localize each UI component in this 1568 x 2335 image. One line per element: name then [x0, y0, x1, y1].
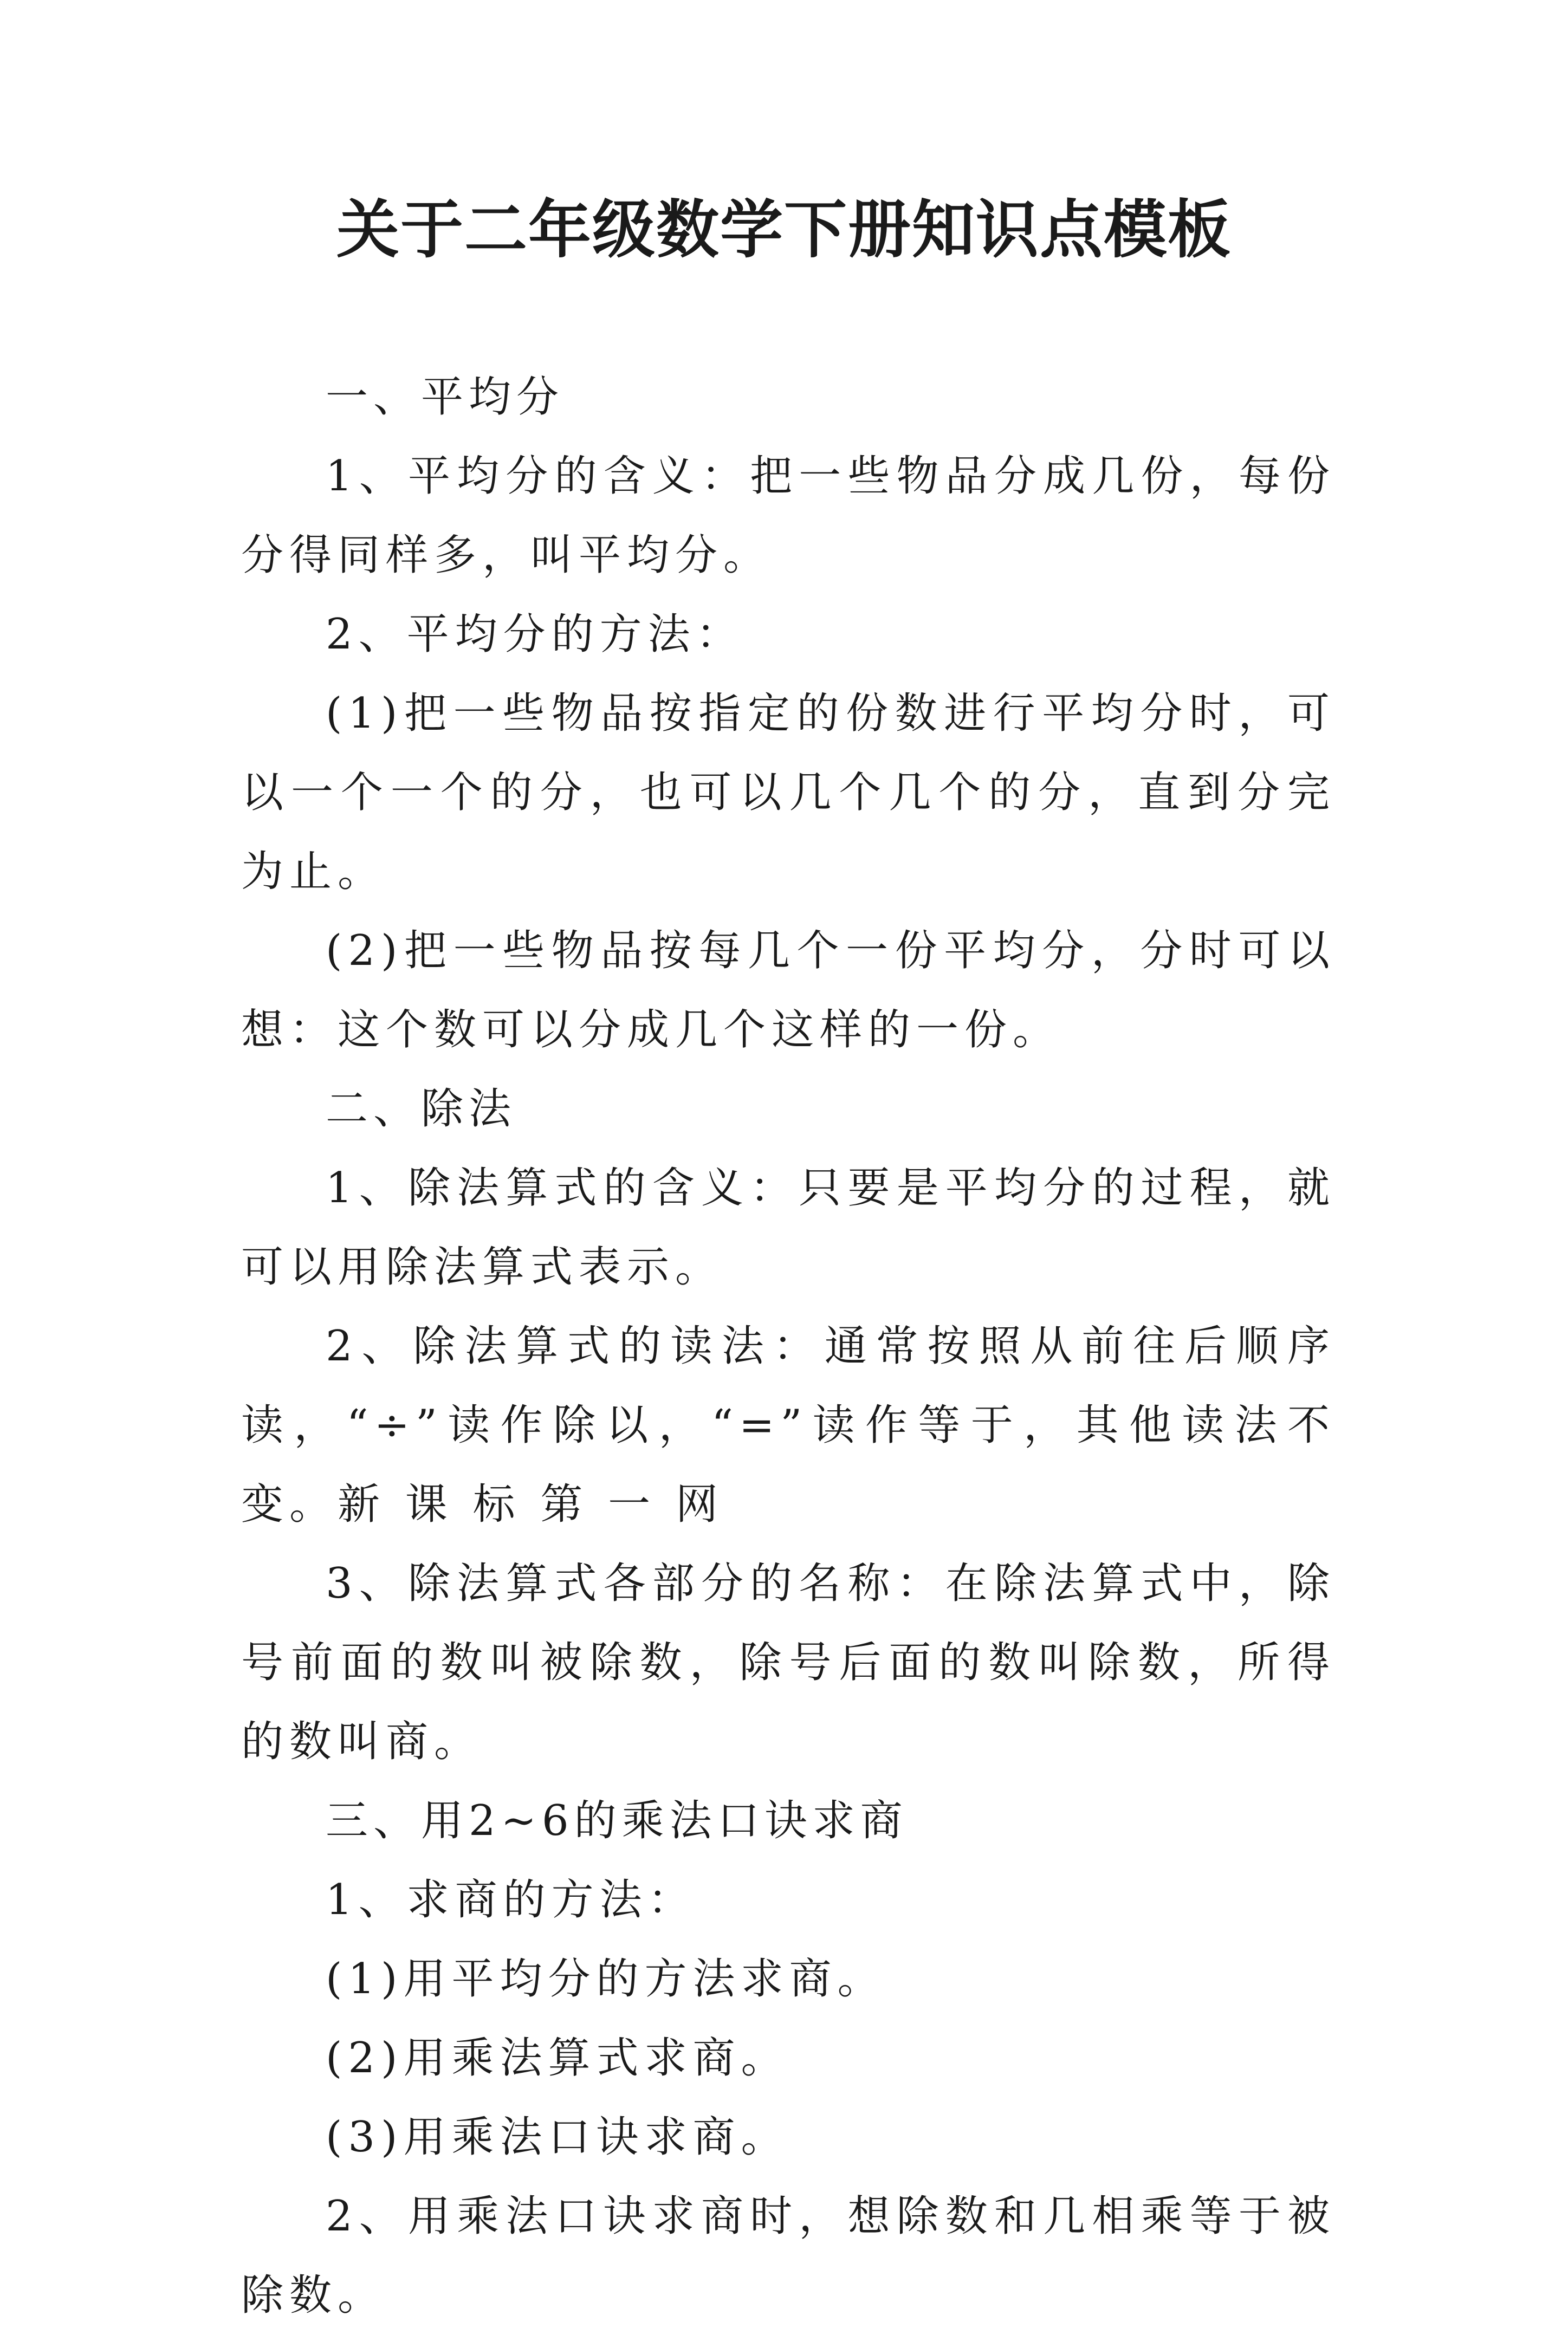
paragraph: 2、用乘法口诀求商时，想除数和几相乘等于被除数。 [241, 2192, 1336, 2320]
section-heading-2: 二、除法 [326, 1085, 517, 1133]
paragraph: 3、除法算式各部分的名称：在除法算式中，除号前面的数叫被除数，除号后面的数叫除数，所得的数叫商。 [241, 1559, 1336, 1766]
paragraph: (1)把一些物品按指定的份数进行平均分时，可以一个一个的分，也可以几个几个的分，直到分完为止。 [241, 689, 1336, 896]
paragraph: (1)用平均分的方法求商。 [326, 1955, 886, 2003]
section-heading-1: 一、平均分 [326, 373, 565, 421]
paragraph: 1、平均分的含义：把一些物品分成几份，每份分得同样多，叫平均分。 [241, 452, 1336, 580]
paragraph: 2、除法算式的读法：通常按照从前往后顺序读，“÷”读作除以，“=”读作等于，其他读法不变。新 课 标 第 一 网 [241, 1322, 1336, 1529]
paragraph: 1、除法算式的含义：只要是平均分的过程，就可以用除法算式表示。 [241, 1164, 1336, 1292]
paragraph: (2)把一些物品按每几个一份平均分，分时可以想：这个数可以分成几个这样的一份。 [241, 926, 1336, 1054]
paragraph: (3)用乘法口诀求商。 [326, 2113, 789, 2162]
paragraph: 1、求商的方法： [326, 1876, 696, 1924]
document-body [241, 358, 1336, 2335]
paragraph: 2、平均分的方法： [326, 610, 744, 659]
paragraph: (2)用乘法算式求商。 [326, 2034, 789, 2083]
document-title: 关于二年级数学下册知识点模板 [336, 193, 1232, 267]
section-heading-3: 三、用2~6的乘法口诀求商 [326, 1796, 908, 1845]
